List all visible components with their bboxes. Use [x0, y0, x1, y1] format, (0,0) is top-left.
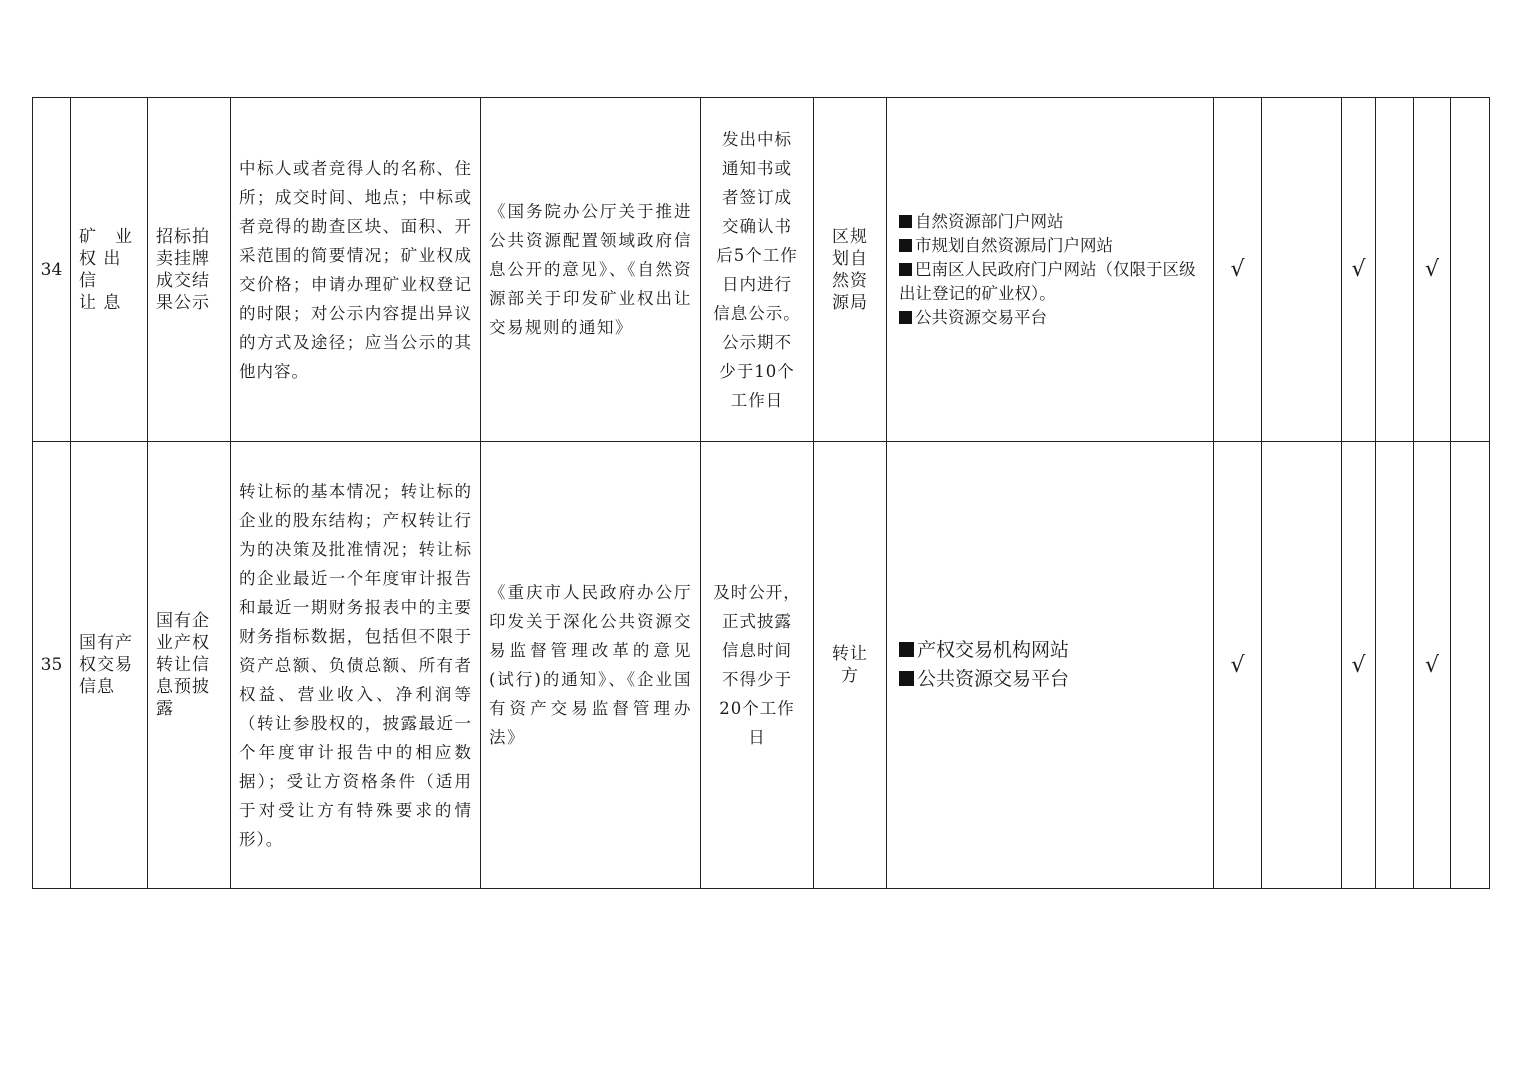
subject-text: 转让 方: [832, 644, 868, 686]
content-cell: [231, 442, 481, 889]
time-limit-text: 及时公开， 正式披露 信息时间 不得少于 20个工作 日: [713, 583, 801, 747]
subject-cell: [814, 442, 887, 889]
row-index: 34: [33, 98, 71, 442]
check-cell: [1262, 442, 1342, 889]
check-cell: [1376, 442, 1414, 889]
check-cell: √: [1342, 442, 1376, 889]
channel-cell: [887, 442, 1214, 889]
square-bullet-icon: [899, 263, 912, 276]
item-cell: [148, 442, 231, 889]
check-cell: √: [1414, 442, 1451, 889]
channel-item: [899, 306, 1201, 330]
item-cell: [148, 98, 231, 442]
time-limit-cell: [701, 442, 814, 889]
check-cell: [1451, 442, 1490, 889]
channel-item: [899, 636, 1201, 665]
square-bullet-icon: [899, 311, 912, 324]
basis-text: 《重庆市人民政府办公厅印发关于深化公共资源交易监督管理改革的意见(试行)的通知》、《企业国有资产交易监督管理办法》: [489, 583, 692, 747]
channel-text: 巴南区人民政府门户网站（仅限于区级出让登记的矿业权）。: [899, 259, 1196, 303]
item-text: 国有企 业产权 转让信 息预披 露: [156, 611, 210, 719]
check-cell: [1376, 98, 1414, 442]
channel-item: [899, 665, 1201, 694]
time-limit-text: 发出中标 通知书或 者签订成 交确认书 后5个工作 日内进行 信息公示。 公示期不 少于10个 工作日: [713, 129, 801, 410]
channel-item: [899, 234, 1201, 258]
channel-text: 产权交易机构网站: [917, 639, 1070, 661]
disclosure-table: [32, 97, 1490, 889]
category-text: 国有产 权交易 信息: [79, 633, 133, 697]
channel-text: 公共资源交易平台: [915, 307, 1047, 327]
square-bullet-icon: [899, 239, 912, 252]
channel-item: [899, 258, 1201, 306]
table-row: [33, 442, 1490, 889]
table-row: [33, 98, 1490, 442]
channel-item: [899, 210, 1201, 234]
basis-cell: [481, 442, 701, 889]
subject-text: 区规 划自 然资 源局: [832, 226, 868, 313]
basis-text: 《国务院办公厅关于推进公共资源配置领域政府信息公开的意见》、《自然资源部关于印发矿业权出让交易规则的通知》: [489, 202, 692, 337]
channel-text: 市规划自然资源局门户网站: [915, 235, 1113, 255]
square-bullet-icon: [899, 215, 912, 228]
basis-cell: [481, 98, 701, 442]
check-cell: √: [1214, 442, 1262, 889]
content-text: 转让标的基本情况；转让标的企业的股东结构；产权转让行为的决策及批准情况；转让标的企业最近一个年度审计报告和最近一期财务报表中的主要财务指标数据，包括但不限于资产总额、负债总额、所有者权益、营业收入、净利润等（转让参股权的，披露最近一个年度审计报告中的相应数据）；受让方资格条件（适用于对受让方有特殊要求的情形）。: [239, 481, 472, 849]
channel-text: 自然资源部门户网站: [915, 211, 1064, 231]
content-cell: [231, 98, 481, 442]
category-cell: [71, 442, 148, 889]
category-text: 矿 业 权 出 信 让 息: [79, 226, 133, 313]
check-cell: √: [1342, 98, 1376, 442]
row-index: 35: [33, 442, 71, 889]
category-cell: [71, 98, 148, 442]
check-cell: √: [1214, 98, 1262, 442]
time-limit-cell: [701, 98, 814, 442]
item-text: 招标拍 卖挂牌 成交结 果公示: [156, 226, 210, 313]
square-bullet-icon: [899, 671, 914, 686]
check-cell: [1262, 98, 1342, 442]
content-text: 中标人或者竞得人的名称、住所；成交时间、地点；中标或者竞得的勘查区块、面积、开采范围的简要情况；矿业权成交价格；申请办理矿业权登记的时限；对公示内容提出异议的方式及途径；应当公示的其他内容。: [239, 158, 472, 381]
subject-cell: [814, 98, 887, 442]
channel-cell: [887, 98, 1214, 442]
check-cell: √: [1414, 98, 1451, 442]
square-bullet-icon: [899, 642, 914, 657]
check-cell: [1451, 98, 1490, 442]
channel-text: 公共资源交易平台: [917, 668, 1070, 690]
